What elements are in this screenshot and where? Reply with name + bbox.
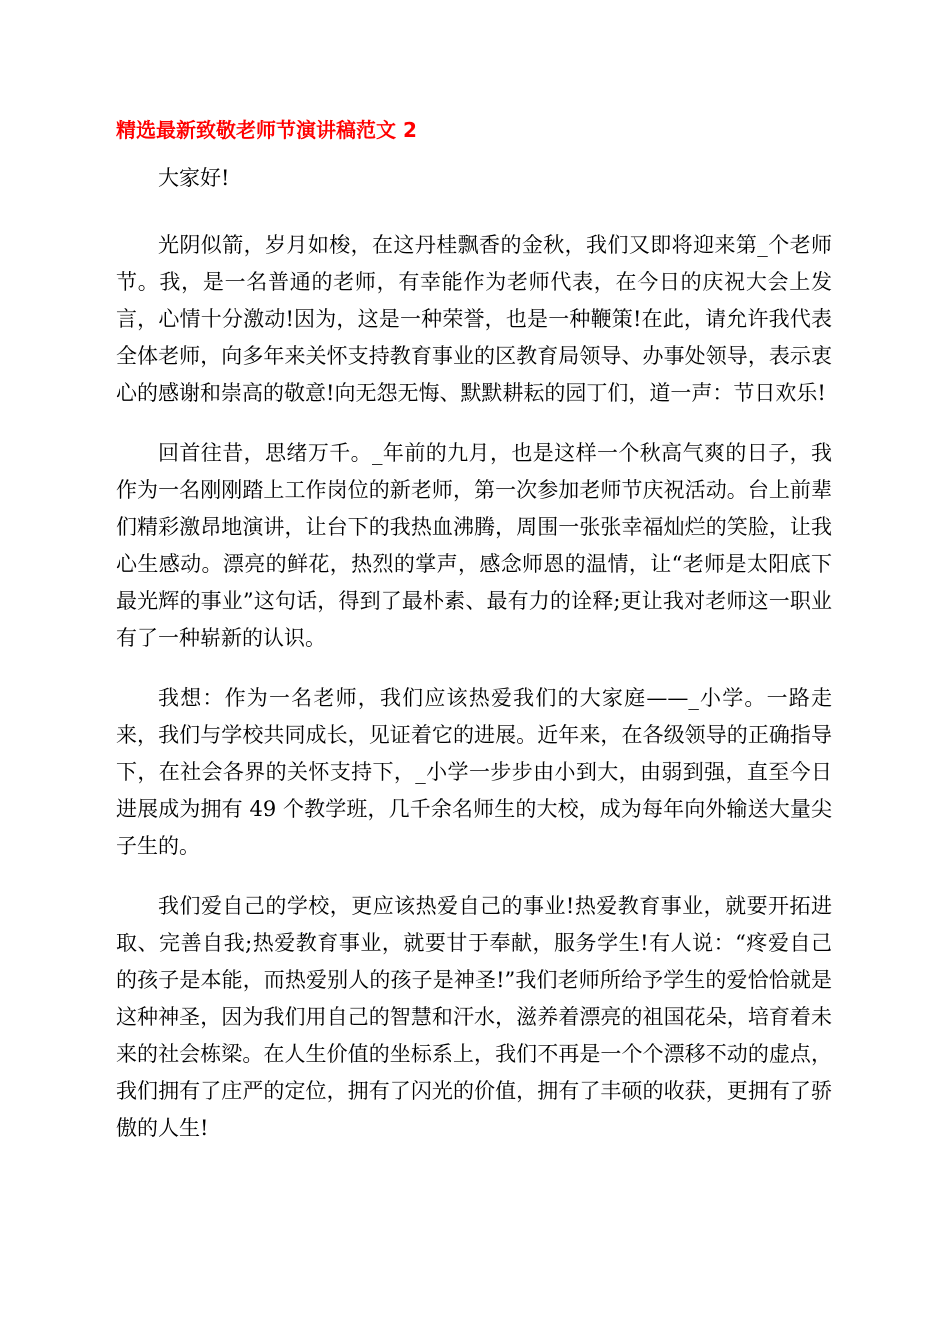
paragraph-greeting: 大家好!	[158, 166, 230, 190]
document-title: 精选最新致敬老师节演讲稿范文 2	[116, 118, 417, 142]
document-body	[116, 160, 832, 1170]
paragraph-1: 光阴似箭，岁月如梭，在这丹桂飘香的金秋，我们又即将迎来第_个老师节。我，是一名普通的老师，有幸能作为老师代表，在今日的庆祝大会上发言，心情十分激动!因为，这是一种荣誉，也是一种鞭策!在此，请允许我代表全体老师，向多年来关怀支持教育事业的区教育局领导、办事处领导，表示衷心的感谢和崇高的敬意!向无怨无悔、默默耕耘的园丁们，道一声：节日欢乐!	[116, 233, 832, 405]
paragraph-3: 我想：作为一名老师，我们应该热爱我们的大家庭——_小学。一路走来，我们与学校共同成长，见证着它的进展。近年来，在各级领导的正确指导下，在社会各界的关怀支持下，_小学一步步由小到大，由弱到强，直至今日进展成为拥有 49 个教学班，几千余名师生的大校，成为每年向外输送大量尖子生的。	[116, 686, 832, 858]
paragraph-2: 回首往昔，思绪万千。_年前的九月，也是这样一个秋高气爽的日子，我作为一名刚刚踏上工作岗位的新老师，第一次参加老师节庆祝活动。台上前辈们精彩激昂地演讲，让台下的我热血沸腾，周围一张张幸福灿烂的笑脸，让我心生感动。漂亮的鲜花，热烈的掌声，感念师恩的温情，让“老师是太阳底下最光辉的事业”这句话，得到了最朴素、最有力的诠释;更让我对老师这一职业有了一种崭新的认识。	[116, 441, 832, 650]
paragraph-4: 我们爱自己的学校，更应该热爱自己的事业!热爱教育事业，就要开拓进取、完善自我;热爱教育事业，就要甘于奉献，服务学生!有人说：“疼爱自己的孩子是本能，而热爱别人的孩子是神圣!”我们老师所给予学生的爱恰恰就是这种神圣，因为我们用自己的智慧和汗水，滋养着漂亮的祖国花朵，培育着未来的社会栋梁。在人生价值的坐标系上，我们不再是一个个漂移不动的虚点，我们拥有了庄严的定位，拥有了闪光的价值，拥有了丰硕的收获，更拥有了骄傲的人生!	[116, 894, 832, 1140]
